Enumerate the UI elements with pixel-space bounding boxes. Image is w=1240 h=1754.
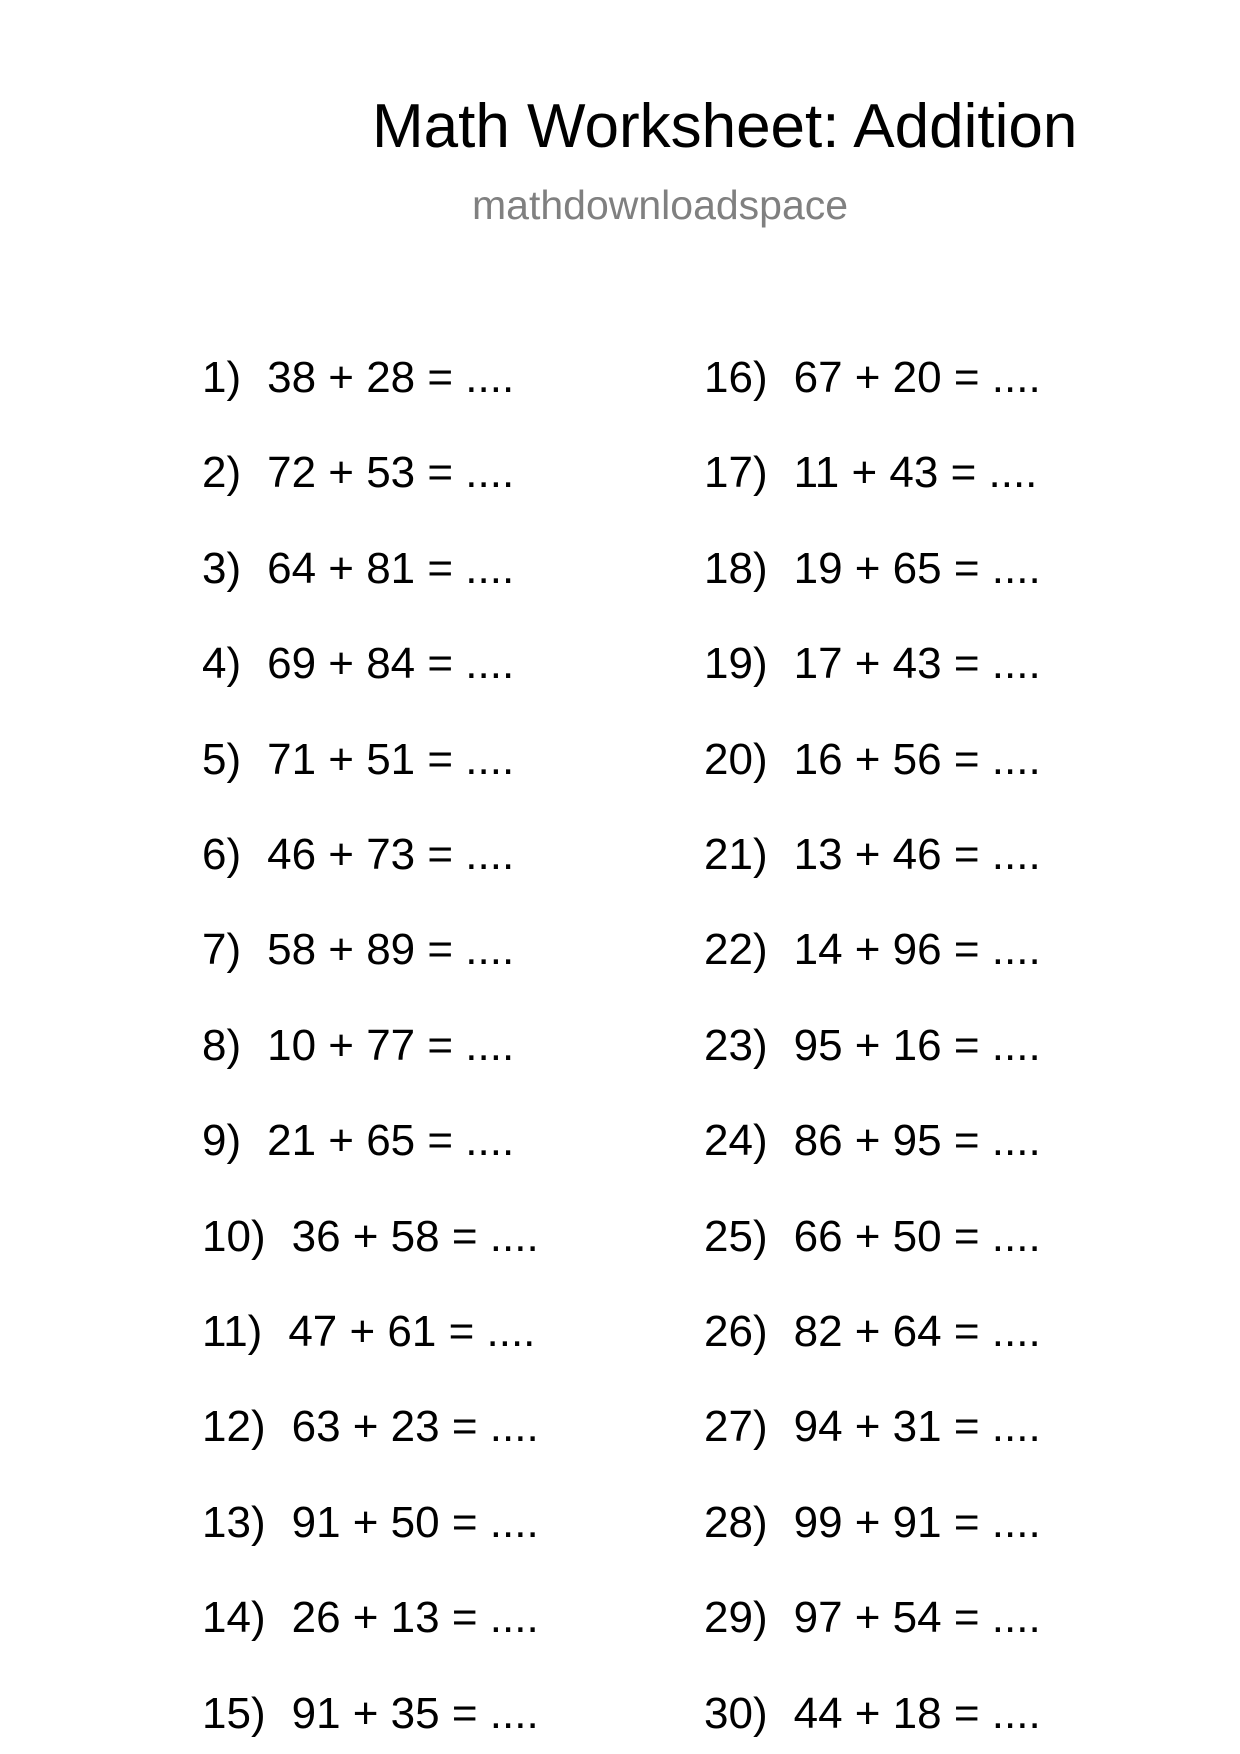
problem-item xyxy=(704,1593,1041,1643)
problem-expression: 95 + 16 = .... xyxy=(793,1020,1041,1070)
problem-item xyxy=(704,448,1038,498)
problem-item xyxy=(704,925,1041,975)
problem-number: 3) xyxy=(202,543,242,593)
problem-number: 7) xyxy=(202,925,242,975)
problem-number: 18) xyxy=(704,543,768,593)
problem-number: 1) xyxy=(202,353,242,402)
problem-expression: 19 + 65 = .... xyxy=(793,543,1041,593)
problem-number: 9) xyxy=(202,1116,242,1166)
problem-expression: 94 + 31 = .... xyxy=(793,1402,1041,1452)
problem-number: 28) xyxy=(704,1497,768,1547)
problem-expression: 72 + 53 = .... xyxy=(267,448,515,498)
problem-expression: 21 + 65 = .... xyxy=(267,1116,515,1166)
problem-expression: 46 + 73 = .... xyxy=(267,830,515,879)
problem-number: 2) xyxy=(202,448,242,498)
problem-number: 30) xyxy=(704,1688,768,1738)
problem-item xyxy=(704,1497,1041,1547)
problem-expression: 16 + 56 = .... xyxy=(793,734,1041,784)
problem-expression: 14 + 96 = .... xyxy=(793,925,1041,975)
problem-item xyxy=(202,639,515,689)
problem-item xyxy=(704,1116,1041,1166)
problem-item xyxy=(202,1211,539,1261)
problem-number: 25) xyxy=(704,1211,768,1261)
problem-item xyxy=(202,1402,539,1452)
problem-number: 11) xyxy=(202,1307,263,1356)
problem-item xyxy=(202,1688,539,1738)
problem-item xyxy=(704,639,1041,689)
problem-expression: 13 + 46 = .... xyxy=(793,830,1041,879)
problem-expression: 67 + 20 = .... xyxy=(793,353,1041,402)
problem-item xyxy=(704,734,1041,784)
problem-item xyxy=(202,925,515,975)
problem-item xyxy=(202,734,515,784)
problem-expression: 58 + 89 = .... xyxy=(267,925,515,975)
problem-expression: 36 + 58 = .... xyxy=(291,1211,539,1261)
problem-expression: 47 + 61 = .... xyxy=(288,1307,536,1356)
problem-expression: 17 + 43 = .... xyxy=(793,639,1041,689)
page-title: Math Worksheet: Addition xyxy=(372,92,1078,161)
problem-number: 16) xyxy=(704,353,768,402)
problem-number: 17) xyxy=(704,448,768,498)
problem-expression: 10 + 77 = .... xyxy=(267,1020,515,1070)
problem-expression: 66 + 50 = .... xyxy=(793,1211,1041,1261)
problem-number: 20) xyxy=(704,734,768,784)
problem-item xyxy=(704,353,1041,402)
problem-number: 24) xyxy=(704,1116,768,1166)
problem-expression: 64 + 81 = .... xyxy=(267,543,515,593)
problem-expression: 26 + 13 = .... xyxy=(291,1593,539,1643)
problem-number: 6) xyxy=(202,830,242,879)
problem-number: 14) xyxy=(202,1593,266,1643)
problem-number: 19) xyxy=(704,639,768,689)
problem-expression: 99 + 91 = .... xyxy=(793,1497,1041,1547)
problem-number: 13) xyxy=(202,1497,266,1547)
problem-item xyxy=(704,1211,1041,1261)
problem-number: 8) xyxy=(202,1020,242,1070)
problem-item xyxy=(704,1688,1041,1738)
problem-expression: 91 + 35 = .... xyxy=(291,1688,539,1738)
problem-item xyxy=(202,543,515,593)
problem-number: 5) xyxy=(202,734,242,784)
problem-item xyxy=(704,1020,1041,1070)
problem-expression: 38 + 28 = .... xyxy=(267,353,515,402)
problem-item xyxy=(202,1307,536,1356)
problem-expression: 11 + 43 = .... xyxy=(793,448,1038,498)
problem-item xyxy=(704,830,1041,879)
problem-item xyxy=(202,448,515,498)
problem-item xyxy=(202,353,515,402)
problem-number: 21) xyxy=(704,830,768,879)
problem-number: 12) xyxy=(202,1402,266,1452)
problem-number: 10) xyxy=(202,1211,266,1261)
problem-expression: 82 + 64 = .... xyxy=(793,1307,1041,1356)
problem-item xyxy=(202,830,515,879)
problem-item xyxy=(704,1307,1041,1356)
problem-expression: 69 + 84 = .... xyxy=(267,639,515,689)
problem-item xyxy=(202,1497,539,1547)
problem-item xyxy=(704,1402,1041,1452)
problem-number: 23) xyxy=(704,1020,768,1070)
problem-number: 4) xyxy=(202,639,242,689)
problem-number: 27) xyxy=(704,1402,768,1452)
problem-expression: 86 + 95 = .... xyxy=(793,1116,1041,1166)
problem-expression: 63 + 23 = .... xyxy=(291,1402,539,1452)
problem-expression: 44 + 18 = .... xyxy=(793,1688,1041,1738)
problem-item xyxy=(704,543,1041,593)
problem-number: 15) xyxy=(202,1688,266,1738)
problem-number: 22) xyxy=(704,925,768,975)
problem-item xyxy=(202,1116,515,1166)
problem-expression: 97 + 54 = .... xyxy=(793,1593,1041,1643)
problem-expression: 71 + 51 = .... xyxy=(267,734,515,784)
site-name: mathdownloadspace xyxy=(472,182,849,228)
problem-number: 26) xyxy=(704,1307,768,1356)
problem-expression: 91 + 50 = .... xyxy=(291,1497,539,1547)
problem-item xyxy=(202,1593,539,1643)
problem-number: 29) xyxy=(704,1593,768,1643)
problem-item xyxy=(202,1020,515,1070)
